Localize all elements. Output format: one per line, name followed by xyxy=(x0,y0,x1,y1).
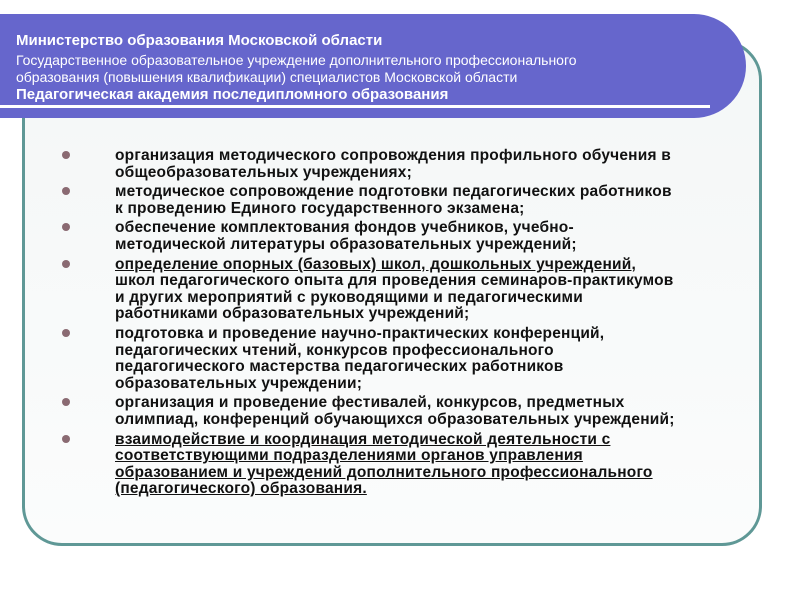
item-text: образовательных учреждении; xyxy=(115,374,363,392)
item-text: олимпиад, конференций обучающихся образовательных учреждений; xyxy=(115,410,675,428)
item-text: и других мероприятий с руководящими и педагогическими xyxy=(115,288,583,306)
bullet-icon xyxy=(62,398,70,406)
subtitle-line: Государственное образовательное учреждение дополнительного профессионального xyxy=(16,52,577,68)
list-item xyxy=(0,432,800,498)
item-text-link[interactable]: (педагогического) образования. xyxy=(115,480,367,498)
list-item xyxy=(0,257,800,323)
list-item xyxy=(0,184,800,217)
item-text: общеобразовательных учреждениях; xyxy=(115,163,412,181)
item-text: организация и проведение фестивалей, конкурсов, предметных xyxy=(115,394,625,412)
list-item xyxy=(0,395,800,428)
item-text: подготовка и проведение научно-практических конференций, xyxy=(115,324,605,342)
bullet-icon xyxy=(62,151,70,159)
bullet-icon xyxy=(62,187,70,195)
item-text-link[interactable]: определение опорных (базовых) школ, дошкольных учреждений, xyxy=(115,255,636,273)
item-text: педагогического мастерства педагогических работников xyxy=(115,358,564,376)
bullet-icon xyxy=(62,329,70,337)
subtitle-line: образования (повышения квалификации) специалистов Московской области xyxy=(16,69,518,85)
item-text: организация методического сопровождения профильного обучения в xyxy=(115,147,671,164)
academy-title: Педагогическая академия последипломного образования xyxy=(16,86,449,103)
item-text: работниками образовательных учреждений; xyxy=(115,305,470,323)
bullet-icon xyxy=(62,260,70,268)
institution-subtitle xyxy=(16,52,577,86)
item-text: к проведению Единого государственного экзамена; xyxy=(115,199,525,217)
bullet-list xyxy=(0,148,800,501)
list-item xyxy=(0,148,800,181)
list-item xyxy=(0,326,800,392)
item-text: обеспечение комплектования фондов учебников, учебно- xyxy=(115,219,574,237)
ministry-title: Министерство образования Московской области xyxy=(16,32,383,49)
header-band xyxy=(0,14,746,118)
item-text: школ педагогического опыта для проведения семинаров-практикумов xyxy=(115,272,674,290)
list-item xyxy=(0,220,800,253)
item-text: педагогических чтений, конкурсов профессионального xyxy=(115,341,554,359)
bullet-icon xyxy=(62,435,70,443)
item-text-link[interactable]: соответствующими подразделениями органов управления xyxy=(115,447,583,465)
header-divider xyxy=(0,105,710,108)
item-text: методической литературы образовательных учреждений; xyxy=(115,235,577,253)
item-text-link[interactable]: взаимодействие и координация методической деятельности с xyxy=(115,430,611,448)
bullet-icon xyxy=(62,223,70,231)
item-text: методическое сопровождение подготовки педагогических работников xyxy=(115,183,672,201)
item-text-link[interactable]: образованием и учреждений дополнительного профессионального xyxy=(115,463,653,481)
